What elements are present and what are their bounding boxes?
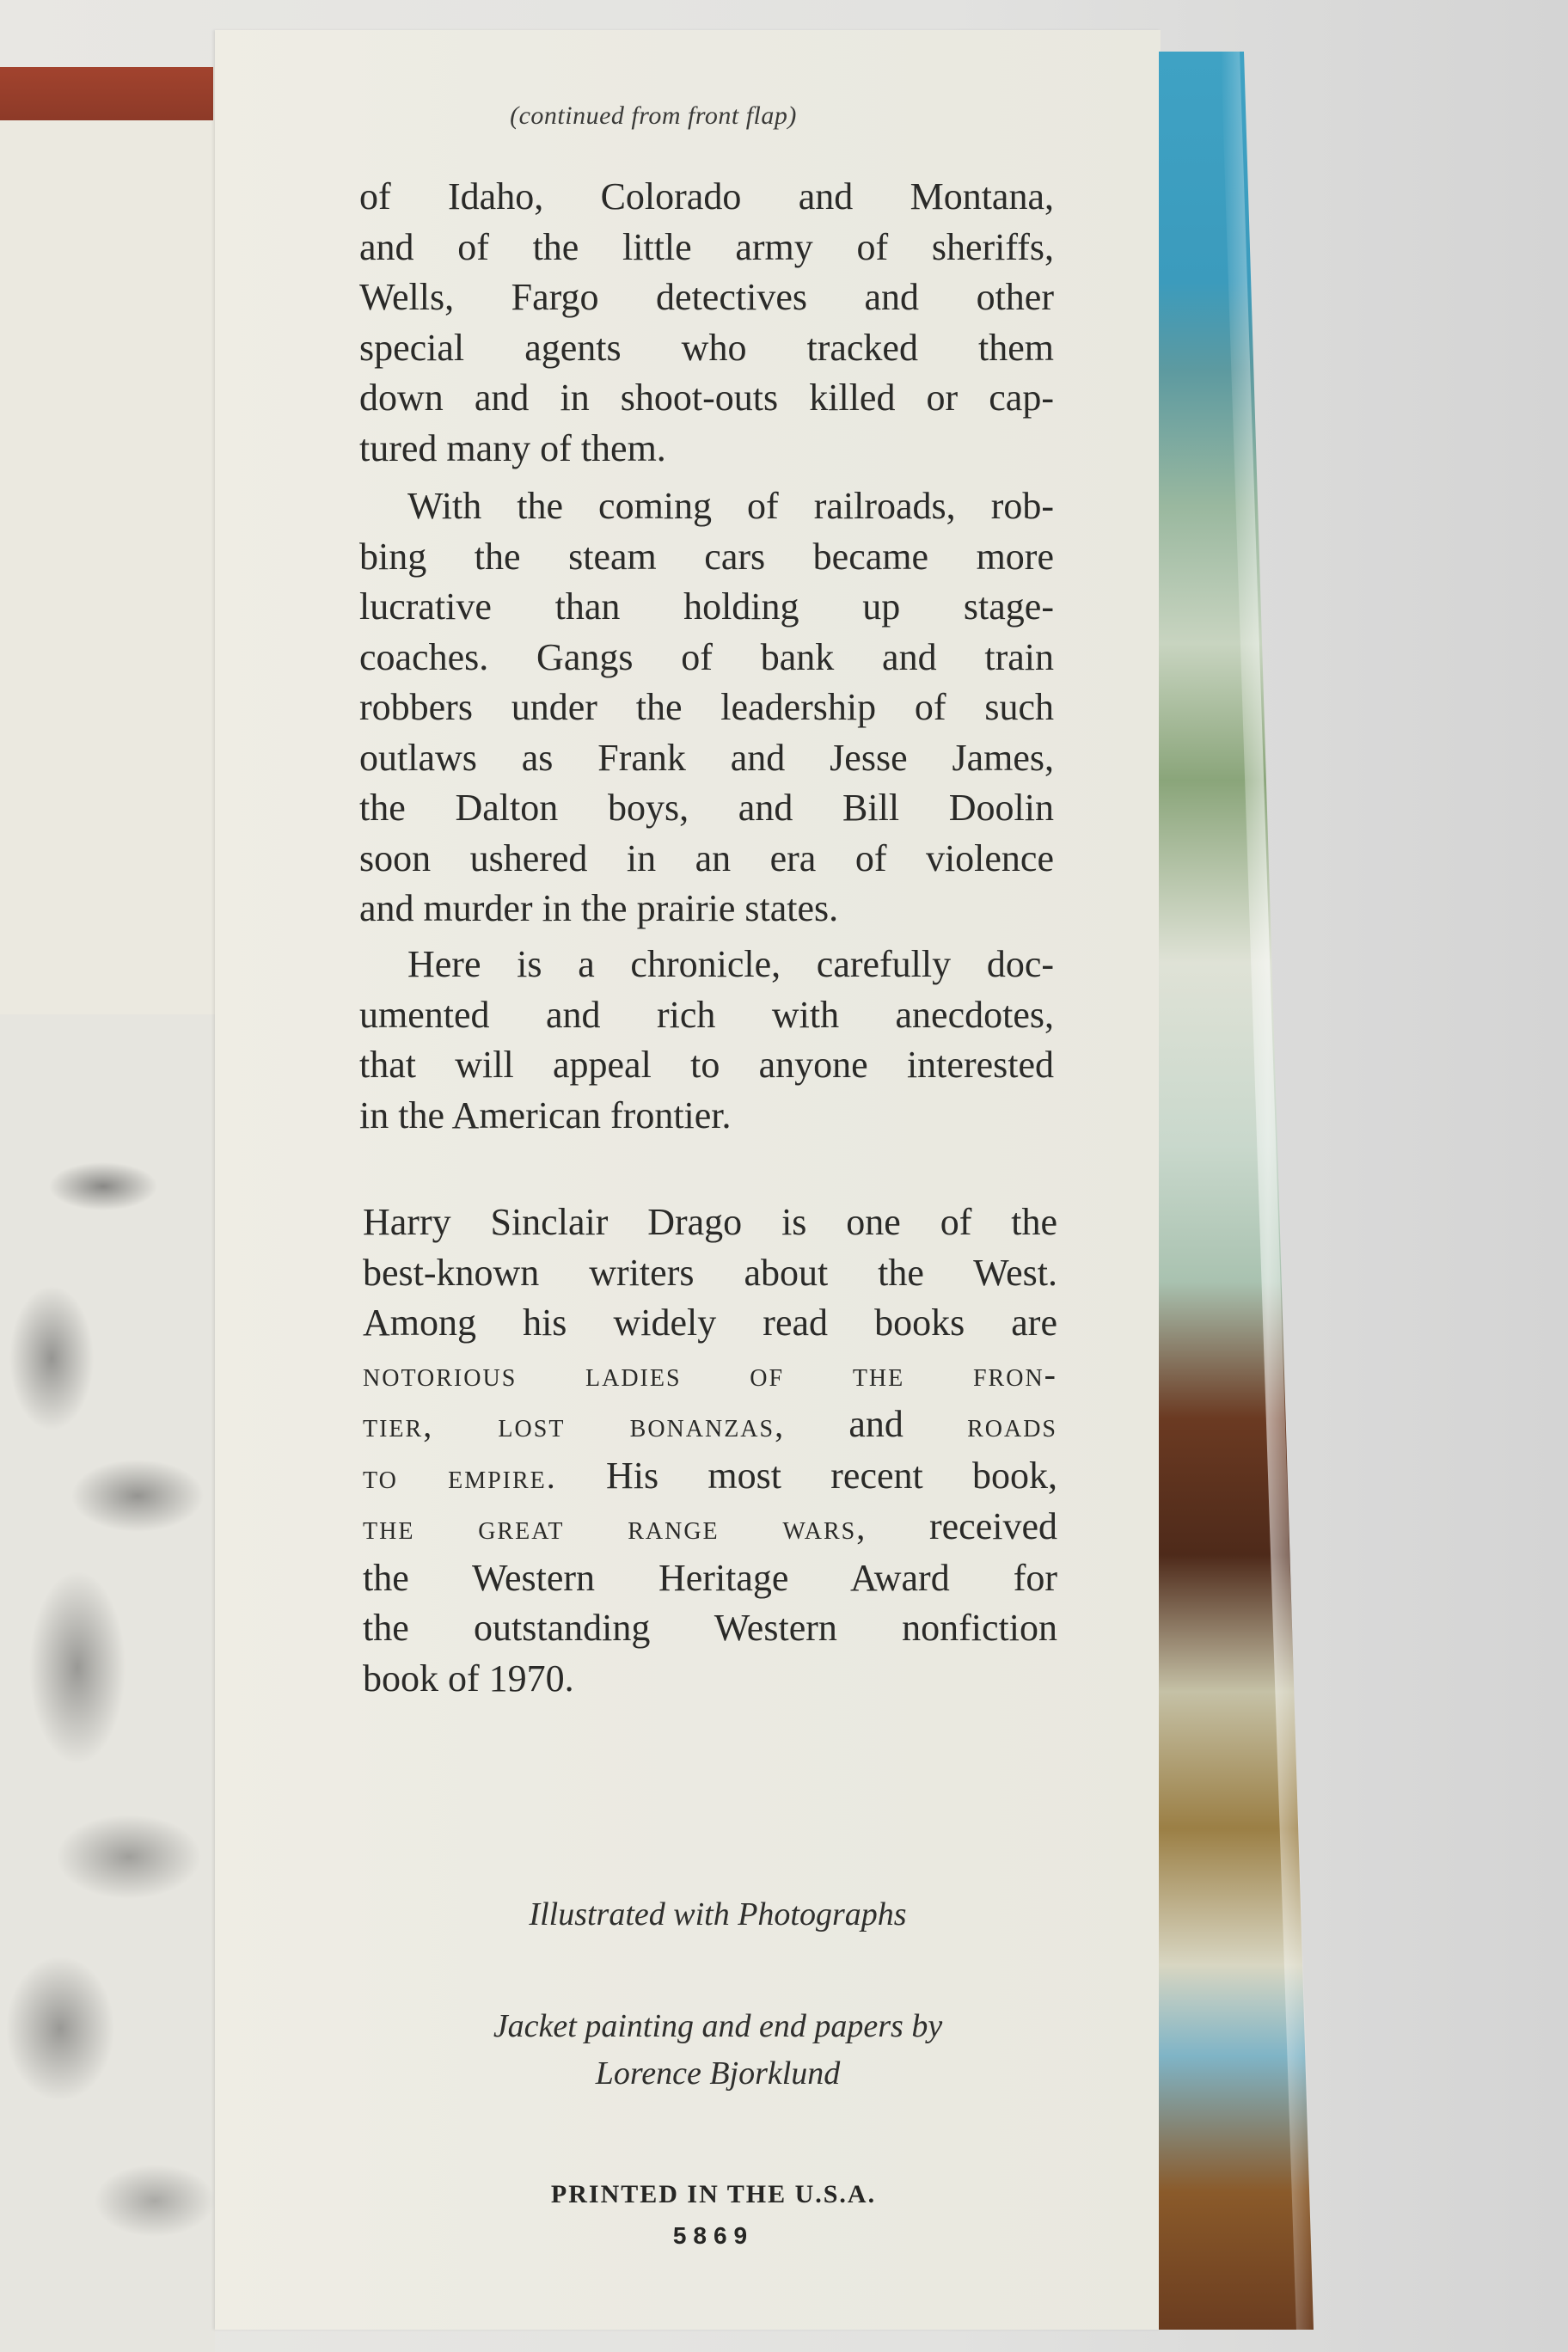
book-title-small-caps: the great range wars, (363, 1508, 867, 1547)
text-line: bing the steam cars became more (359, 535, 1054, 578)
text-line: the outstanding Western nonfiction (363, 1607, 1057, 1649)
text-line: book of 1970. (363, 1657, 574, 1700)
jacket-artist-name: Lorence Bjorklund (595, 2055, 841, 2092)
printed-in-usa: PRINTED IN THE U.S.A. (550, 2180, 877, 2208)
book-title-small-caps: notorious ladies of the fron- (363, 1354, 1057, 1393)
book-title-small-caps: to empire. (363, 1456, 557, 1496)
text-line: tured many of them. (359, 426, 666, 469)
book-title-small-caps: roads (967, 1406, 1057, 1444)
text-line: outlaws as Frank and Jesse James, (359, 736, 1054, 779)
text-line: lucrative than holding up stage- (359, 585, 1054, 628)
jacket-credit-line: Jacket painting and end papers by (493, 2008, 943, 2044)
text-line: and murder in the prairie states. (359, 887, 839, 929)
author-bio (363, 1197, 1057, 1704)
book-title-small-caps: tier, lost bonanzas, (363, 1406, 786, 1444)
text-line: the Western Heritage Award for (363, 1556, 1057, 1599)
text-line: down and in shoot-outs killed or cap- (359, 377, 1054, 419)
text-fragment: received (867, 1505, 1057, 1547)
text-line: and of the little army of sheriffs, (359, 225, 1054, 268)
text-line: Harry Sinclair Drago is one of the (363, 1201, 1057, 1243)
text-line (363, 1400, 1057, 1451)
paragraph-1 (359, 172, 1054, 474)
text-line: coaches. Gangs of bank and train (359, 635, 1054, 678)
text-line: umented and rich with anecdotes, (359, 993, 1054, 1036)
text-line: that will appeal to anyone interested (359, 1044, 1054, 1086)
text-line: the Dalton boys, and Bill Doolin (359, 787, 1054, 829)
text-line (363, 1451, 1057, 1503)
text-fragment: His most recent book, (556, 1454, 1057, 1497)
text-line: robbers under the leadership of such (359, 686, 1054, 728)
text-line: best-known writers about the West. (363, 1251, 1057, 1294)
text-line (363, 1502, 1057, 1553)
text-line: special agents who tracked them (359, 326, 1054, 369)
text-line: Wells, Fargo detectives and other (359, 276, 1054, 318)
catalog-number: 5869 (672, 2222, 755, 2249)
text-line: Here is a chronicle, carefully doc- (407, 943, 1054, 985)
illustration-credit: Illustrated with Photographs (529, 1896, 907, 1932)
text-line: of Idaho, Colorado and Montana, (359, 175, 1054, 217)
text-line (363, 1349, 1057, 1400)
text-fragment: and (785, 1403, 968, 1445)
paragraph-2 (359, 481, 1054, 934)
text-line: Among his widely read books are (363, 1302, 1057, 1344)
text-line: With the coming of railroads, rob- (407, 485, 1054, 527)
text-line: in the American frontier. (359, 1093, 732, 1136)
text-line: soon ushered in an era of violence (359, 836, 1054, 879)
paragraph-3 (359, 940, 1054, 1141)
continued-note: (continued from front flap) (510, 101, 797, 130)
